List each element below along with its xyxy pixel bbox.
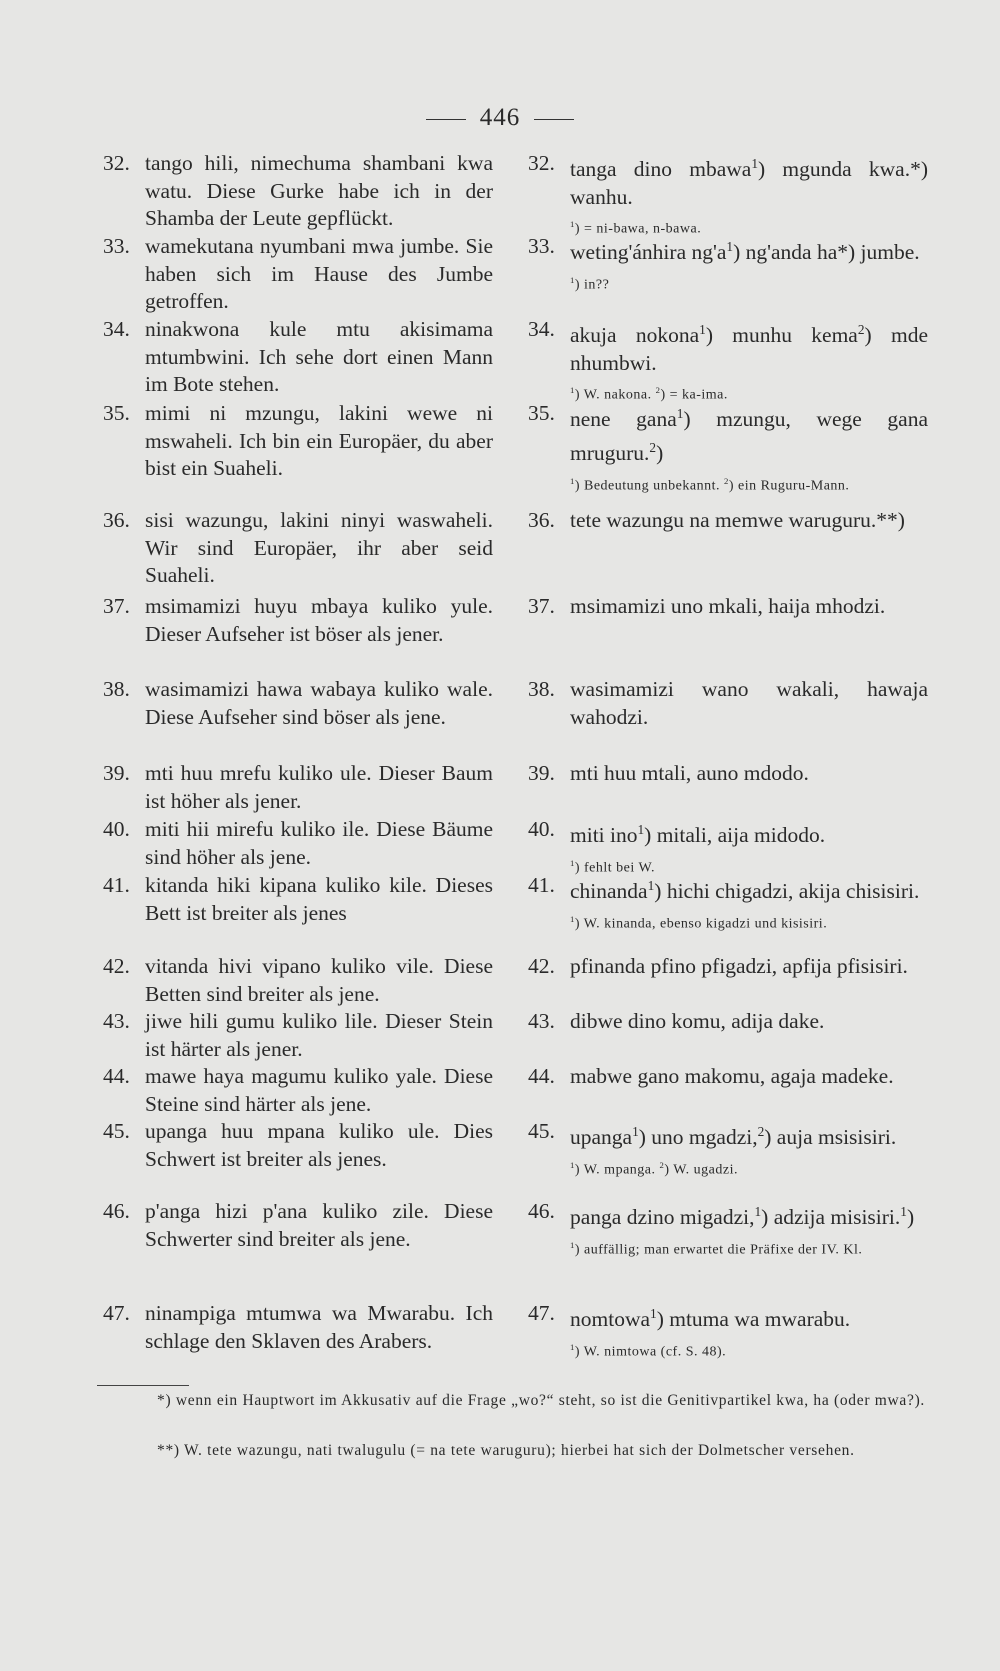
entry-text: pfinanda pfino pfigadzi, apfija pfisisiri. — [570, 954, 908, 978]
right-entry — [528, 872, 928, 934]
entry-number: 45. — [103, 1119, 130, 1143]
entry-text: wamekutana nyumbani mwa jumbe. Sie haben sich im Hause des Jumbe getroffen. — [145, 234, 493, 314]
footnote-rule — [97, 1385, 189, 1386]
entry-text: ninakwona kule mtu akisimama mtumbwini. Ich sehe dort einen Mann im Bote stehen. — [145, 317, 493, 397]
entry-number: 47. — [103, 1301, 130, 1325]
entry-footnote: $^1$) W. nimtowa (cf. S. 48). — [570, 1341, 727, 1360]
left-entry — [103, 816, 493, 871]
entry-number: 44. — [103, 1064, 130, 1088]
entry-number: 43. — [103, 1009, 130, 1033]
header-dash-left — [426, 119, 466, 120]
entry-number: 33. — [103, 234, 130, 258]
entry-footnote: $^1$) = ni-bawa, n-bawa. — [570, 219, 702, 237]
entry-number: 32. — [103, 151, 130, 175]
entry-text: ninampiga mtumwa wa Mwarabu. Ich schlage den Sklaven des Arabers. — [145, 1301, 493, 1353]
entry-number: 34. — [103, 317, 130, 341]
entry-text: tete wazungu na memwe waruguru.**) — [570, 508, 905, 532]
entry-text: mabwe gano makomu, agaja madeke. — [570, 1064, 894, 1088]
entry-footnote: $^1$) auffällig; man erwartet die Präfixe der IV. Kl. — [570, 1239, 863, 1258]
right-entry — [528, 400, 928, 496]
footnote-star: *) wenn ein Hauptwort im Akkusativ auf die Frage „wo?“ steht, so ist die Genitivpartikel kwa, ha (oder mwa?). — [157, 1392, 926, 1409]
entry-footnote: $^1$) fehlt bei W. — [570, 857, 655, 876]
entry-number: 42. — [103, 954, 130, 978]
left-entry — [103, 1008, 493, 1063]
left-entry — [103, 150, 493, 233]
right-entry — [528, 1063, 928, 1091]
entry-text: mti huu mtali, auno mdodo. — [570, 761, 809, 785]
entry-number: 45. — [528, 1119, 555, 1143]
entry-footnote: $^1$) W. kinanda, ebenso kigadzi und kisisiri. — [570, 913, 828, 932]
page-number: 446 — [479, 104, 521, 131]
entry-text: mawe haya magumu kuliko yale. Diese Steine sind härter als jene. — [145, 1064, 493, 1116]
left-entry — [103, 872, 493, 927]
entry-number: 44. — [528, 1064, 555, 1088]
entry-number: 43. — [528, 1009, 555, 1033]
entry-text: tanga dino mbawa$^1$) mgunda kwa.*) wanhu. — [570, 156, 929, 209]
left-entry — [103, 953, 493, 1008]
entry-number: 33. — [528, 234, 555, 258]
left-entry — [103, 507, 493, 590]
entry-text: kitanda hiki kipana kuliko kile. Dieses Bett ist breiter als jenes — [145, 873, 493, 925]
entry-text: weting'ánhira $ng'a^1$) ng'anda ha*) jumbe. — [570, 239, 920, 265]
entry-number: 34. — [528, 317, 555, 341]
entry-number: 40. — [103, 817, 130, 841]
left-entry — [103, 593, 493, 648]
entry-text: jiwe hili gumu kuliko lile. Dieser Stein ist härter als jener. — [145, 1009, 493, 1061]
right-entry — [528, 233, 928, 295]
right-entry — [528, 1300, 928, 1362]
entry-text: msimamizi uno mkali, haija mhodzi. — [570, 594, 886, 618]
right-entry — [528, 676, 928, 731]
entry-text: nomtowa$^1$) mtuma wa mwarabu. — [570, 1306, 851, 1332]
left-entry — [103, 1300, 493, 1355]
entry-footnote: $^1$) Bedeutung unbekannt. $^2$) ein Ruguru-Mann. — [570, 475, 850, 494]
entry-text: upanga huu mpana kuliko ule. Dies Schwert ist breiter als jenes. — [145, 1119, 493, 1171]
footnote-double-star: **) W. tete wazungu, nati twalugulu (= na tete waruguru); hierbei hat sich der Dolmetscher versehen. — [157, 1442, 855, 1459]
right-entry — [528, 1008, 928, 1036]
entry-text: sisi wazungu, lakini ninyi waswaheli. Wir sind Europäer, ihr aber seid Suaheli. — [145, 508, 493, 588]
right-entry — [528, 316, 928, 406]
left-entry — [103, 760, 493, 815]
entry-text: tango hili, nimechuma shambani kwa watu. Diese Gurke habe ich in der Shamba der Leute gepflückt. — [145, 151, 493, 231]
entry-text: akuja nokona$^1$) munhu kema$^2$) mde nhumbwi. — [570, 322, 928, 375]
right-entry — [528, 1198, 928, 1260]
entry-number: 39. — [528, 761, 555, 785]
entry-number: 41. — [103, 873, 130, 897]
entry-text: vitanda hivi vipano kuliko vile. Diese Betten sind breiter als jene. — [145, 954, 493, 1006]
left-entry — [103, 676, 493, 731]
entry-number: 42. — [528, 954, 555, 978]
entry-footnote: $^1$) W. mpanga. $^2$) W. ugadzi. — [570, 1159, 738, 1178]
header-dash-right — [534, 119, 574, 120]
entry-number: 41. — [528, 873, 555, 897]
entry-number: 35. — [528, 401, 555, 425]
entry-number: 47. — [528, 1301, 555, 1325]
left-entry — [103, 400, 493, 483]
right-entry — [528, 1118, 928, 1180]
entry-text: msimamizi huyu mbaya kuliko yule. Dieser Aufseher ist böser als jener. — [145, 594, 493, 646]
entry-number: 37. — [103, 594, 130, 618]
right-entry — [528, 593, 928, 621]
entry-text: wasimamizi hawa wabaya kuliko wale. Diese Aufseher sind böser als jene. — [145, 677, 493, 729]
entry-number: 36. — [528, 508, 555, 532]
right-entry — [528, 150, 928, 240]
entry-footnote: $^1$) W. nakona. $^2$) = ka-ima. — [570, 385, 728, 403]
entry-number: 35. — [103, 401, 130, 425]
entry-number: 37. — [528, 594, 555, 618]
entry-number: 38. — [528, 677, 555, 701]
left-entry — [103, 316, 493, 399]
entry-number: 40. — [528, 817, 555, 841]
entry-text: chinanda$^1$) hichi chigadzi, akija chisisiri. — [570, 878, 920, 904]
entry-text: mti huu mrefu kuliko ule. Dieser Baum ist höher als jener. — [145, 761, 493, 813]
entry-number: 46. — [528, 1199, 555, 1223]
right-entry — [528, 816, 928, 878]
entry-number: 38. — [103, 677, 130, 701]
entry-text: miti ino$^1$) mitali, aija midodo. — [570, 822, 826, 848]
left-entry — [103, 1118, 493, 1173]
right-entry — [528, 507, 928, 535]
entry-footnote: $^1$) in?? — [570, 274, 610, 293]
entry-text: miti hii mirefu kuliko ile. Diese Bäume sind höher als jene. — [145, 817, 493, 869]
entry-number: 32. — [528, 151, 555, 175]
right-entry — [528, 953, 928, 981]
page-header — [0, 104, 1000, 132]
entry-text: upanga$^1$) uno mgadzi,$^2$) auja msisisiri. — [570, 1124, 897, 1150]
entry-number: 39. — [103, 761, 130, 785]
entry-text: panga dzino migadzi,$^1$) adzija misisiri.$^1$) — [570, 1204, 915, 1230]
entry-text: nene gana$^1$) mzungu, wege gana mruguru.$^2$) — [570, 406, 929, 465]
left-entry — [103, 1063, 493, 1118]
entry-text: mimi ni mzungu, lakini wewe ni mswaheli. Ich bin ein Europäer, du aber bist ein Suaheli. — [145, 401, 493, 481]
entry-number: 46. — [103, 1199, 130, 1223]
right-entry — [528, 760, 928, 788]
entry-text: dibwe dino komu, adija dake. — [570, 1009, 825, 1033]
left-entry — [103, 233, 493, 316]
left-entry — [103, 1198, 493, 1253]
entry-text: wasimamizi wano wakali, hawaja wahodzi. — [570, 677, 928, 729]
entry-number: 36. — [103, 508, 130, 532]
entry-text: p'anga hizi p'ana kuliko zile. Diese Schwerter sind breiter als jene. — [145, 1199, 493, 1251]
